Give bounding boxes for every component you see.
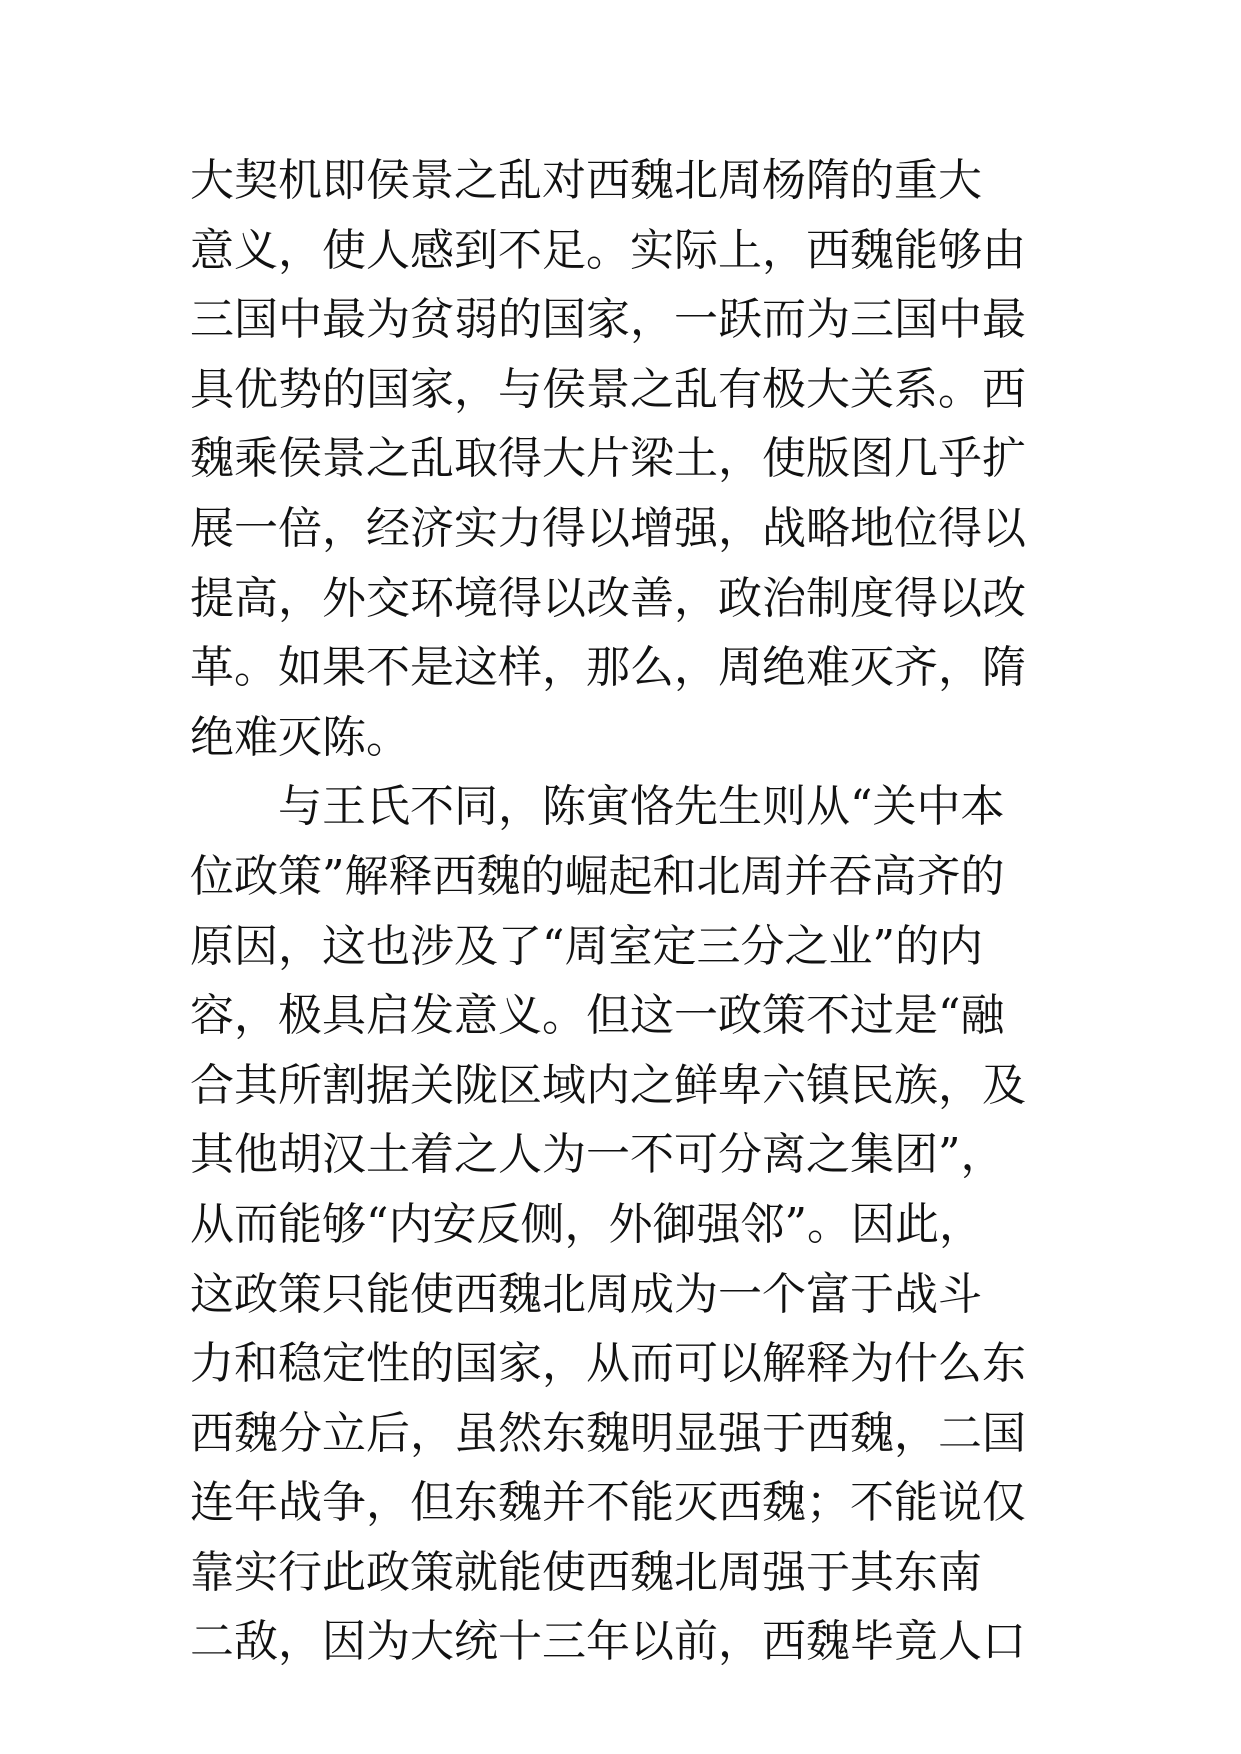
text-line: 大契机即侯景之乱对西魏北周杨隋的重大 [190,155,982,206]
text-line: 原因，这也涉及了“周室定三分之业”的内 [190,920,983,972]
text-line: 靠实行此政策就能使西魏北周强于其东南 [190,1546,982,1598]
text-line: 意义，使人感到不足。实际上，西魏能够由 [190,224,1026,276]
text-line: 其他胡汉土着之人为一不可分离之集团”， [190,1129,1005,1181]
text-line: 展一倍，经济实力得以增强，战略地位得以 [190,502,1026,554]
text-line: 位政策”解释西魏的崛起和北周并吞高齐的 [190,850,1005,902]
text-line: 从而能够“内安反侧，外御强邻”。因此， [190,1198,983,1250]
paragraph-start-line: 与王氏不同，陈寅恪先生则从“关中本 [278,781,1005,833]
text-line: 这政策只能使西魏北周成为一个富于战斗 [190,1268,982,1320]
text-line: 合其所割据关陇区域内之鲜卑六镇民族，及 [190,1059,1026,1111]
body-text [190,146,1070,1677]
text-line: 提高，外交环境得以改善，政治制度得以改 [190,572,1026,624]
text-line: 二敌，因为大统十三年以前，西魏毕竟人口 [190,1616,1026,1668]
text-line: 绝难灭陈。 [190,711,410,763]
text-line: 具优势的国家，与侯景之乱有极大关系。西 [190,363,1026,415]
text-line: 容，极具启发意义。但这一政策不过是“融 [190,990,1005,1042]
text-line: 力和稳定性的国家，从而可以解释为什么东 [190,1338,1026,1390]
text-line: 连年战争，但东魏并不能灭西魏；不能说仅 [190,1477,1026,1529]
text-line: 三国中最为贫弱的国家，一跃而为三国中最 [190,294,1026,346]
text-line: 西魏分立后，虽然东魏明显强于西魏，二国 [190,1407,1026,1459]
text-line: 革。如果不是这样，那么，周绝难灭齐，隋 [190,642,1026,694]
text-line: 魏乘侯景之乱取得大片梁土，使版图几乎扩 [190,433,1026,485]
